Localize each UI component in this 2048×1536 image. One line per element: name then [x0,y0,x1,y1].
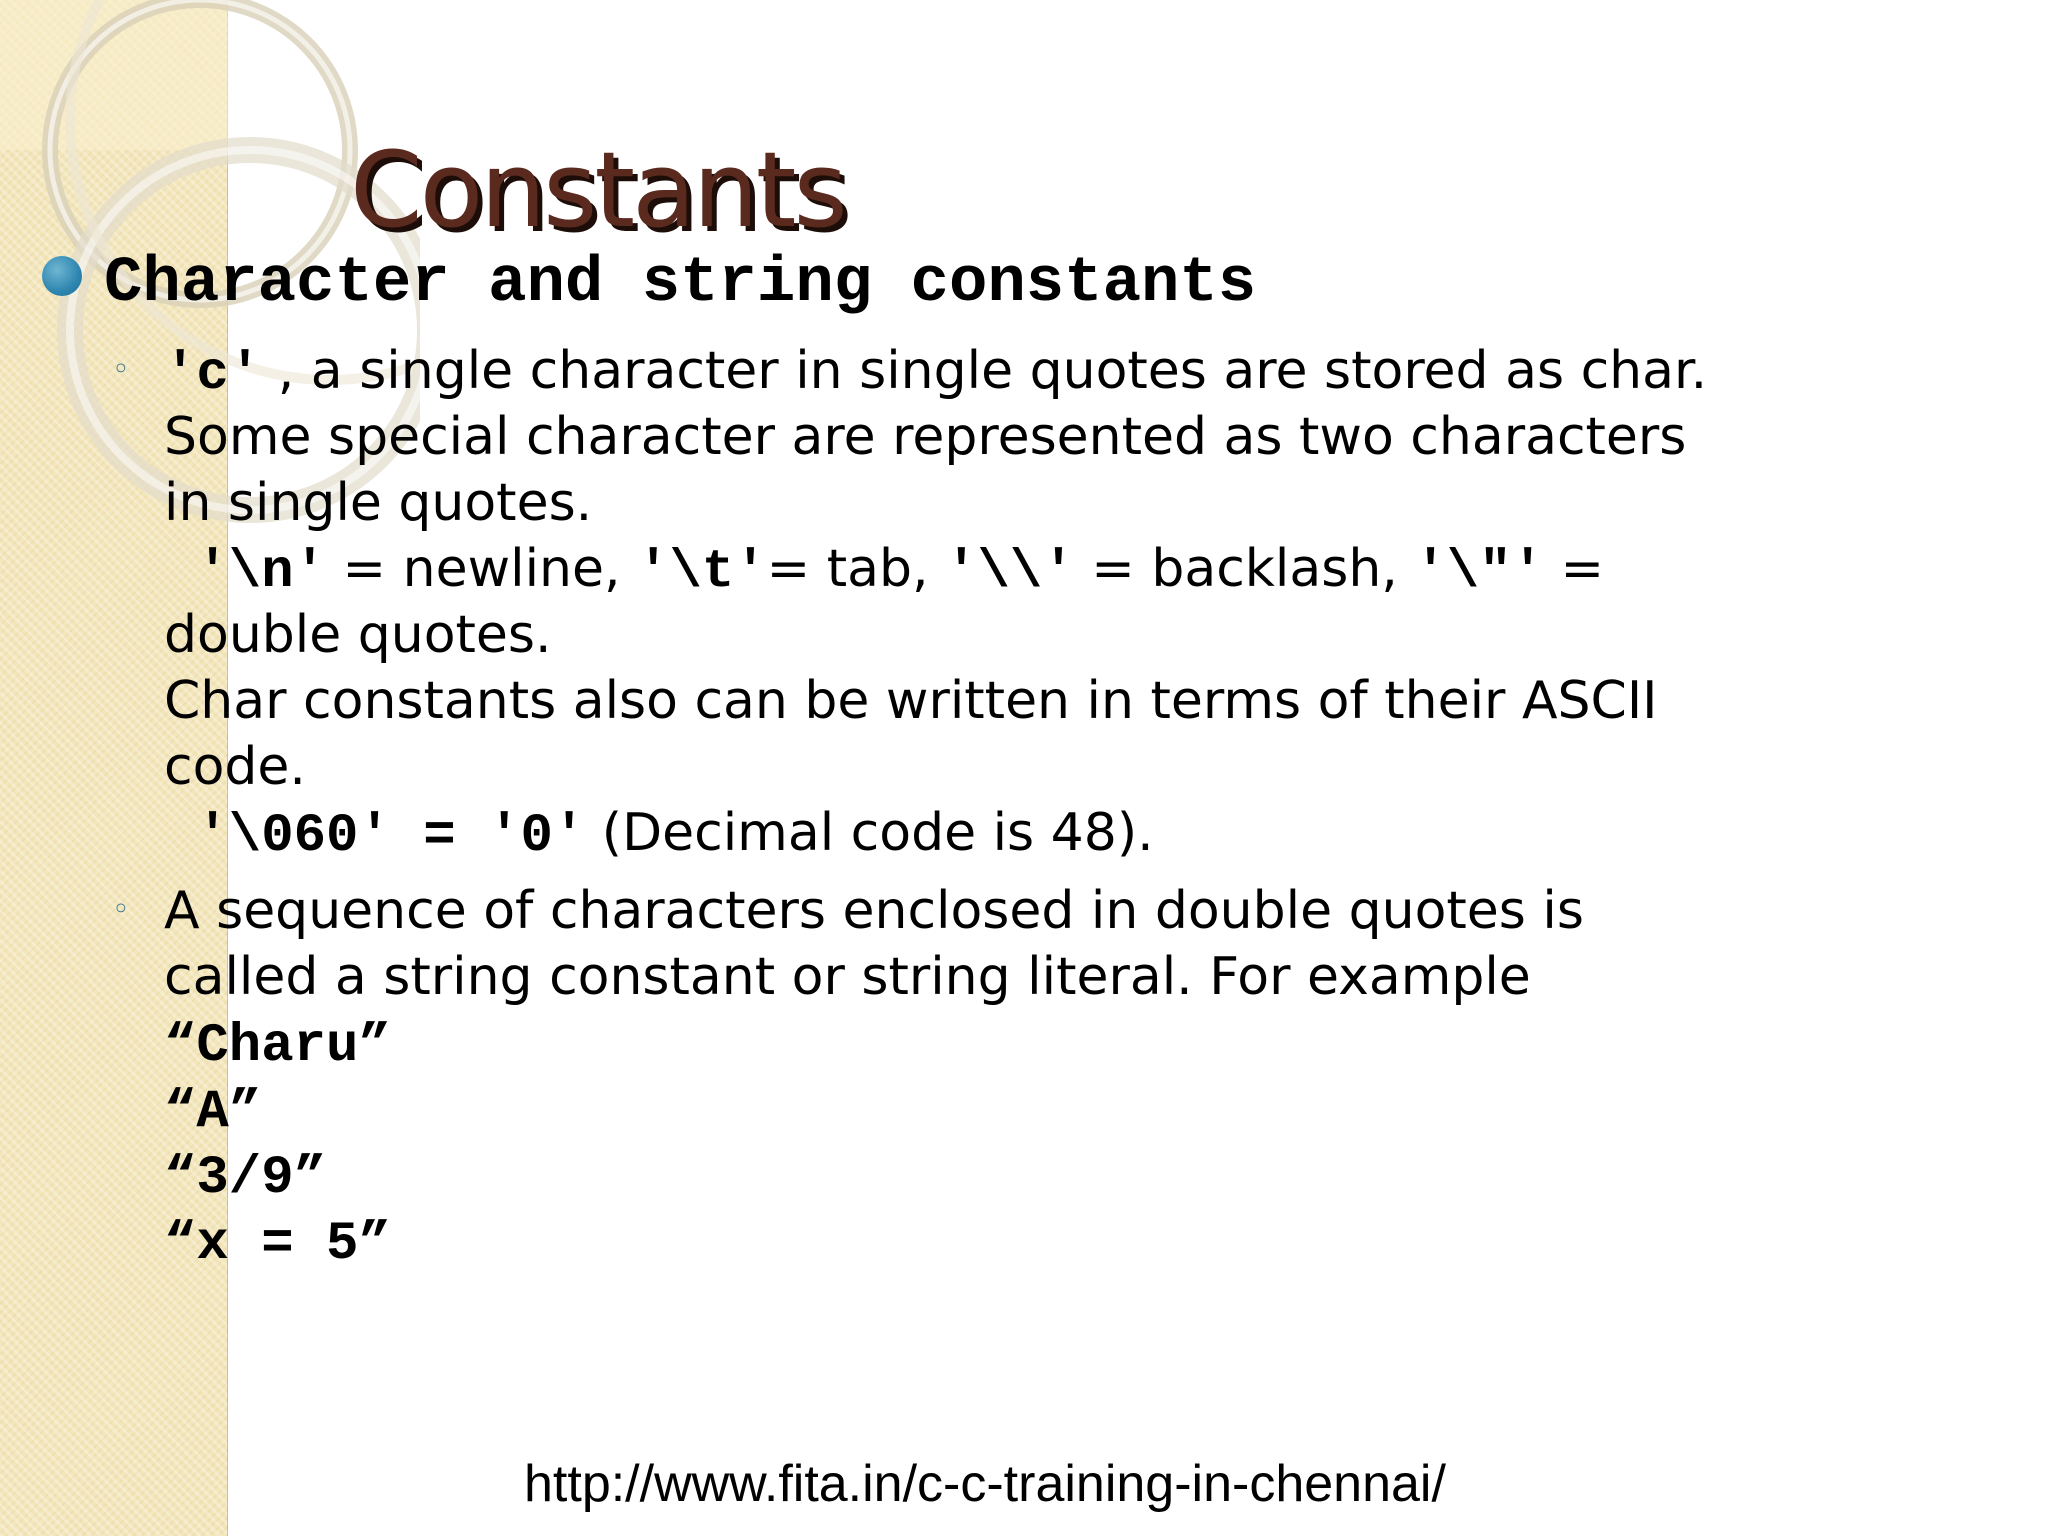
text-segment: Some special character are represented as two characters [164,407,1687,467]
text-segment: = tab, [766,539,946,599]
sub-bullet-block [164,338,1864,866]
code-literal: '\\' [945,542,1075,603]
text-line [164,878,1864,944]
code-literal: '\n' [164,542,327,603]
text-segment: called a string constant or string literal. For example [164,947,1531,1007]
code-literal: “x = 5” [164,1214,391,1275]
text-segment: in single quotes. [164,473,593,533]
text-segment: double quotes. [164,605,552,665]
main-bullet-heading: Character and string constants [104,248,1257,320]
code-literal: 'c' [164,344,262,405]
text-line [164,800,1864,866]
text-line [164,338,1864,404]
footer-url: http://www.fita.in/c-c-training-in-chennai/ [524,1455,1446,1513]
text-segment: = [1543,539,1605,599]
text-segment: , a single character in single quotes are stored as char. [261,341,1708,401]
text-segment: (Decimal code is 48). [585,803,1154,863]
text-segment: A sequence of characters enclosed in double quotes is [164,881,1584,941]
text-segment: = newline, [326,539,638,599]
code-literal: “3/9” [164,1148,327,1209]
text-line [164,1010,1864,1076]
code-literal: '\"' [1414,542,1544,603]
text-line [164,602,1864,668]
text-line [164,668,1864,734]
code-literal: '\t' [637,542,767,603]
text-line [164,734,1864,800]
code-literal: '\060' = '0' [164,806,586,867]
sub-bullet-marker-icon: ◦ [112,892,130,927]
code-literal: “A” [164,1082,262,1143]
text-line [164,1142,1864,1208]
text-line [164,404,1864,470]
slide-title: Constants [350,129,845,251]
text-segment: code. [164,737,306,797]
code-literal: “Charu” [164,1016,391,1077]
sub-bullet-block [164,878,1864,1274]
text-line [164,944,1864,1010]
text-line [164,470,1864,536]
bullet-dot-icon [42,256,82,296]
text-segment: = backlash, [1074,539,1415,599]
text-line [164,1076,1864,1142]
text-line [164,536,1864,602]
sub-bullet-marker-icon: ◦ [112,352,130,387]
text-line [164,1208,1864,1274]
text-segment: Char constants also can be written in terms of their ASCII [164,671,1658,731]
